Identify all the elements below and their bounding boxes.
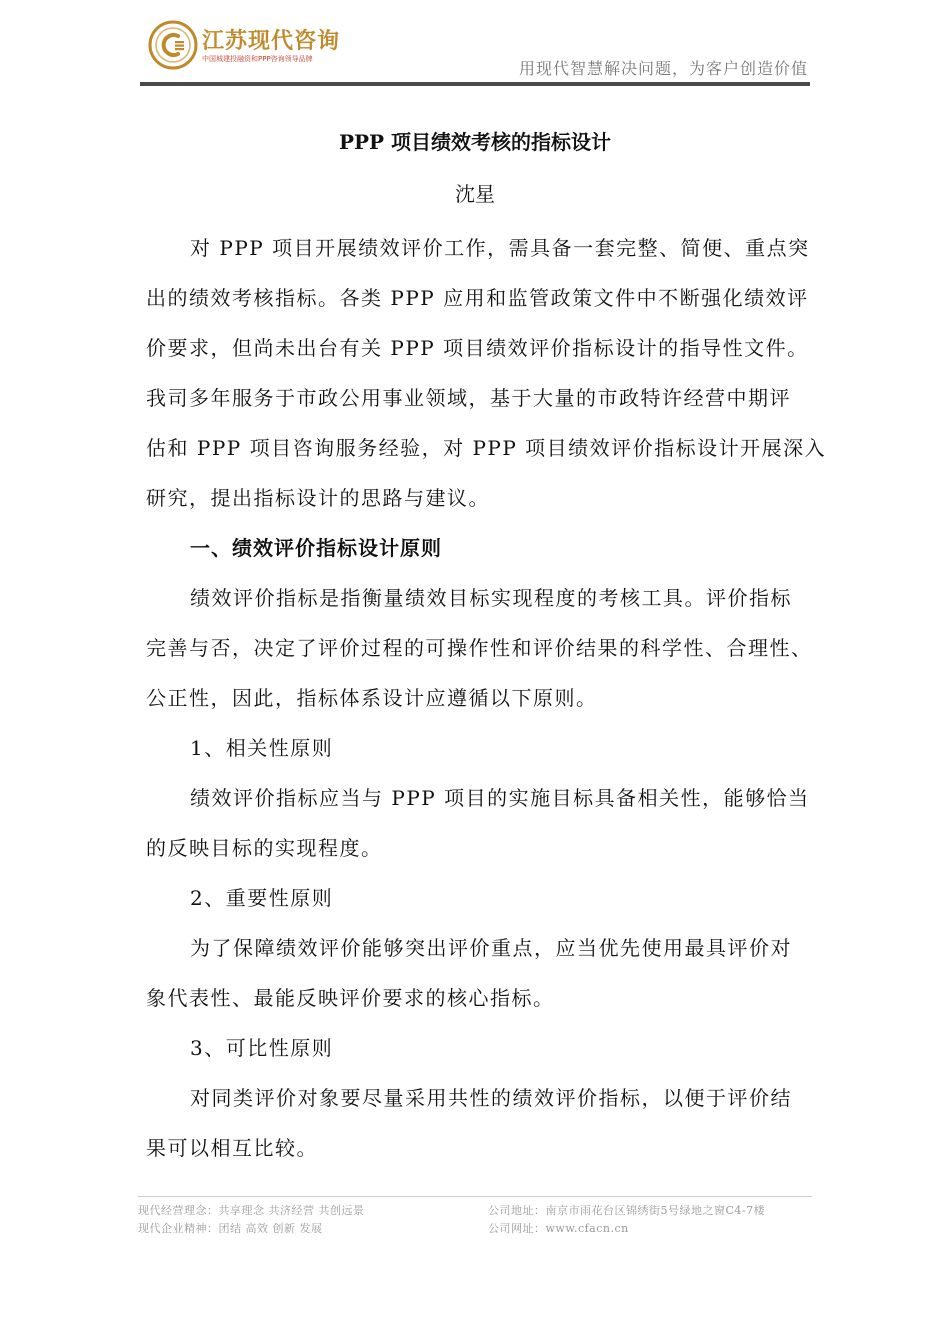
paragraph-line: 公正性，因此，指标体系设计应遵循以下原则。: [146, 686, 598, 710]
page-header: [140, 12, 812, 84]
paragraph-line: 对同类评价对象要尽量采用共性的绩效评价指标，以便于评价结: [190, 1086, 792, 1110]
paragraph-line: 价要求，但尚未出台有关 PPP 项目绩效评价指标设计的指导性文件。: [146, 336, 809, 360]
paragraph-line: 绩效评价指标应当与 PPP 项目的实施目标具备相关性，能够恰当: [190, 786, 810, 810]
paragraph-line: 出的绩效考核指标。各类 PPP 应用和监管政策文件中不断强化绩效评: [146, 286, 809, 310]
paragraph-line: 的反映目标的实现程度。: [146, 836, 383, 860]
paragraph-line: 为了保障绩效评价能够突出评价重点，应当优先使用最具评价对: [190, 936, 792, 960]
footer-philosophy: 现代经营理念：共享理念 共济经营 共创远景: [138, 1204, 365, 1217]
footer-spirit: 现代企业精神：团结 高效 创新 发展: [138, 1222, 323, 1235]
paragraph-line: 完善与否，决定了评价过程的可操作性和评价结果的科学性、合理性、: [146, 636, 813, 660]
footer-address: 公司地址：南京市雨花台区锦绣街5号绿地之窗C4-7楼: [488, 1204, 766, 1217]
footer-divider: [138, 1196, 812, 1197]
document-author: 沈星: [455, 182, 495, 206]
subsection-heading: 3、可比性原则: [190, 1036, 334, 1060]
paragraph-line: 象代表性、最能反映评价要求的核心指标。: [146, 986, 555, 1010]
header-divider: [140, 82, 810, 86]
paragraph-line: 绩效评价指标是指衡量绩效目标实现程度的考核工具。评价指标: [190, 586, 792, 610]
brand-tagline: 中国城建投融资和PPP咨询领导品牌: [202, 55, 313, 63]
company-logo-icon: [148, 20, 198, 70]
brand-name: 江苏现代咨询: [202, 29, 341, 54]
section-heading: 一、绩效评价指标设计原则: [190, 536, 442, 560]
header-motto: 用现代智慧解决问题，为客户创造价值: [518, 59, 808, 78]
document-title: PPP 项目绩效考核的指标设计: [338, 130, 612, 154]
footer-website: 公司网址：www.cfacn.cn: [488, 1222, 629, 1235]
paragraph-line: 估和 PPP 项目咨询服务经验，对 PPP 项目绩效评价指标设计开展深入: [146, 436, 827, 460]
paragraph-line: 对 PPP 项目开展绩效评价工作，需具备一套完整、简便、重点突: [190, 236, 810, 260]
paragraph-line: 研究，提出指标设计的思路与建议。: [146, 486, 490, 510]
subsection-heading: 2、重要性原则: [190, 886, 334, 910]
paragraph-line: 果可以相互比较。: [146, 1136, 318, 1160]
paragraph-line: 我司多年服务于市政公用事业领域，基于大量的市政特许经营中期评: [146, 386, 791, 410]
subsection-heading: 1、相关性原则: [190, 736, 334, 760]
